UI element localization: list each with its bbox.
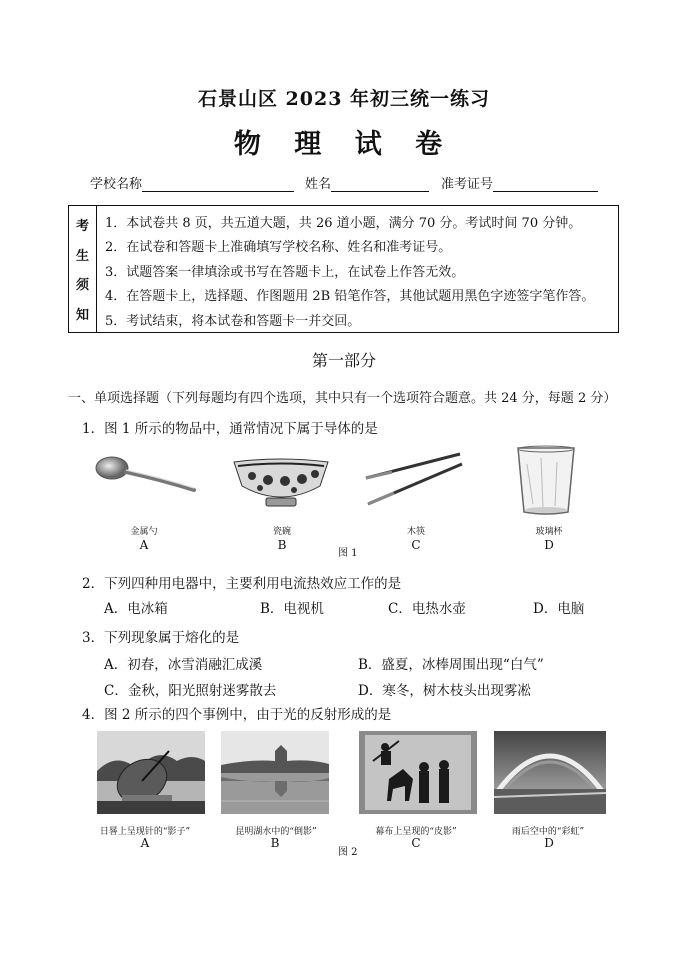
- question-2: 2．下列四种用电器中，主要利用电流热效应工作的是: [82, 576, 402, 592]
- q1-caption-c: 木筷: [406, 527, 425, 537]
- q2-option-d[interactable]: D．电脑: [533, 601, 585, 617]
- notice-item: 1．本试卷共 8 页，共五道大题，共 26 道小题，满分 70 分。考试时间 70 分钟。: [105, 216, 582, 231]
- notice-item: 3．试题答案一律填涂或书写在答题卡上，在试卷上作答无效。: [105, 264, 465, 280]
- notice-side-char: 须: [75, 278, 89, 294]
- subject-title: 物 理 试 卷: [233, 129, 455, 160]
- notice-item: 4．在答题卡上，选择题、作图题用 2B 铅笔作答，其他试题用黑色字迹签字笔作答。: [105, 289, 595, 305]
- lake-reflection-photo: [221, 731, 329, 814]
- name-blank[interactable]: [331, 177, 429, 192]
- id-field: [441, 173, 598, 192]
- id-blank[interactable]: [493, 177, 598, 192]
- shadow-puppet-photo: [359, 731, 477, 814]
- rainbow-photo: [494, 731, 606, 814]
- notice-list: [105, 212, 614, 334]
- question-1: 1．图 1 所示的物品中，通常情况下属于导体的是: [82, 421, 378, 437]
- figure-1-label: 图 1: [338, 548, 358, 559]
- question-4: 4．图 2 所示的四个事例中，由于光的反射形成的是: [82, 707, 392, 723]
- name-field: [305, 173, 429, 192]
- q1-option-b[interactable]: B: [277, 538, 287, 552]
- notice-side-char: 生: [75, 248, 89, 264]
- wooden-chopsticks-image: [362, 450, 466, 508]
- glass-cup-image: [513, 444, 579, 518]
- notice-side-char: 考: [75, 219, 89, 235]
- notice-side-label: [69, 206, 97, 332]
- q4-caption-b: 昆明湖水中的“倒影”: [235, 827, 317, 837]
- metal-spoon-image: [92, 450, 202, 500]
- q4-option-a[interactable]: A: [140, 836, 150, 850]
- q4-option-c[interactable]: C: [411, 836, 421, 850]
- q4-caption-d: 雨后空中的“彩虹”: [511, 827, 585, 837]
- q2-option-c[interactable]: C．电热水壶: [388, 601, 466, 617]
- figure-2-label: 图 2: [338, 847, 358, 858]
- q4-option-d[interactable]: D: [544, 836, 554, 850]
- section-heading: 一、单项选择题（下列每题均有四个选项，其中只有一个选项符合题意。共 24 分，每题 2 分）: [68, 391, 617, 406]
- q3-option-d[interactable]: D．寒冬，树木枝头出现雾凇: [358, 683, 531, 699]
- porcelain-bowl-image: [230, 456, 332, 512]
- q1-caption-a: 金属勺: [130, 527, 158, 537]
- q2-option-a[interactable]: A．电冰箱: [104, 601, 168, 617]
- q1-option-d[interactable]: D: [544, 538, 554, 552]
- exam-notice-box: [68, 205, 619, 333]
- school-label: 学校名称: [90, 177, 143, 192]
- exam-title: 石景山区 2023 年初三统一练习: [197, 88, 491, 110]
- part-title: 第一部分: [311, 351, 376, 370]
- q3-option-b[interactable]: B．盛夏，冰棒周围出现“白气”: [358, 657, 544, 673]
- q1-option-c[interactable]: C: [411, 538, 421, 552]
- name-label: 姓名: [305, 177, 332, 192]
- q1-option-a[interactable]: A: [139, 538, 149, 552]
- school-blank[interactable]: [142, 177, 294, 192]
- q4-option-b[interactable]: B: [270, 836, 280, 850]
- q1-caption-d: 玻璃杯: [535, 527, 563, 537]
- sundial-photo: [97, 731, 205, 814]
- q4-caption-c: 幕布上呈现的“皮影”: [375, 827, 457, 837]
- notice-side-char: 知: [75, 307, 89, 323]
- school-field: [90, 173, 294, 192]
- question-3: 3．下列现象属于熔化的是: [82, 630, 240, 646]
- notice-item: 5．考试结束，将本试卷和答题卡一并交回。: [105, 313, 361, 329]
- id-label: 准考证号: [441, 177, 494, 192]
- q4-caption-a: 日晷上呈现针的“影子”: [99, 827, 191, 837]
- q1-caption-b: 瓷碗: [272, 527, 291, 537]
- q2-option-b[interactable]: B．电视机: [260, 601, 324, 617]
- notice-item: 2．在试卷和答题卡上准确填写学校名称、姓名和准考证号。: [105, 240, 452, 256]
- q3-option-a[interactable]: A．初春，冰雪消融汇成溪: [104, 657, 263, 673]
- q3-option-c[interactable]: C．金秋，阳光照射迷雾散去: [104, 683, 277, 699]
